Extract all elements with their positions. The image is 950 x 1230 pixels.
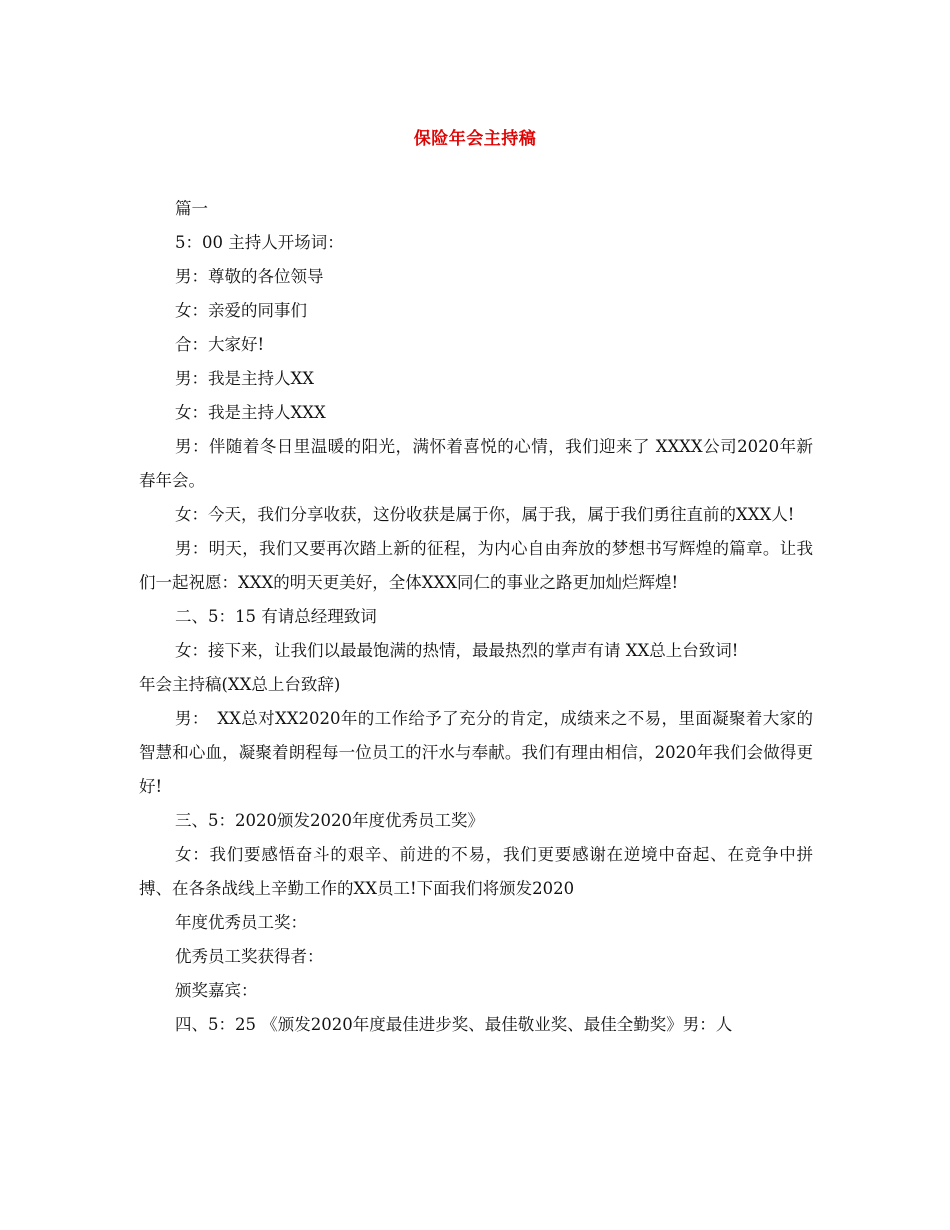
paragraph: 女：接下来，让我们以最最饱满的热情，最最热烈的掌声有请 XX总上台致词!	[175, 641, 739, 660]
paragraph: 男：明天，我们又要再次踏上新的征程，为内心自由奔放的梦想书写辉煌的篇章。让我们一起祝愿：XXX的明天更美好，全体XXX同仁的事业之路更加灿烂辉煌!	[139, 539, 813, 592]
paragraph: 篇一	[175, 199, 208, 218]
document-title: 保险年会主持稿	[413, 129, 537, 149]
paragraph: 男：我是主持人XX	[175, 369, 314, 388]
paragraph: 合：大家好!	[175, 335, 265, 354]
paragraph: 三、5：2020颁发2020年度优秀员工奖》	[175, 811, 484, 830]
paragraph: 男：伴随着冬日里温暖的阳光，满怀着喜悦的心情，我们迎来了 XXXX公司2020年新春年会。	[139, 437, 813, 490]
paragraph: 5：00 主持人开场词：	[175, 233, 344, 252]
paragraph: 男： XX总对XX2020年的工作给予了充分的肯定，成绩来之不易，里面凝聚着大家的智慧和心血，凝聚着朗程每一位员工的汗水与奉献。我们有理由相信，2020年我们会做得更好!	[139, 709, 813, 796]
paragraph: 女：今天，我们分享收获，这份收获是属于你，属于我，属于我们勇往直前的XXX人!	[175, 505, 795, 524]
paragraph: 女：亲爱的同事们	[175, 301, 307, 320]
paragraph: 女：我是主持人XXX	[175, 403, 326, 422]
paragraph: 年会主持稿(XX总上台致辞)	[139, 675, 341, 694]
paragraph: 女：我们要感悟奋斗的艰辛、前进的不易，我们更要感谢在逆境中奋起、在竞争中拼搏、在各条战线上辛勤工作的XX员工!下面我们将颁发2020	[139, 845, 813, 898]
paragraph: 颁奖嘉宾：	[175, 981, 258, 1000]
document-body	[139, 192, 813, 1042]
paragraph: 男：尊敬的各位领导	[175, 267, 324, 286]
paragraph: 四、5：25 《颁发2020年度最佳进步奖、最佳敬业奖、最佳全勤奖》男：人	[175, 1015, 733, 1034]
paragraph: 二、5：15 有请总经理致词	[175, 607, 377, 626]
paragraph: 年度优秀员工奖：	[175, 913, 307, 932]
paragraph: 优秀员工奖获得者：	[175, 947, 324, 966]
